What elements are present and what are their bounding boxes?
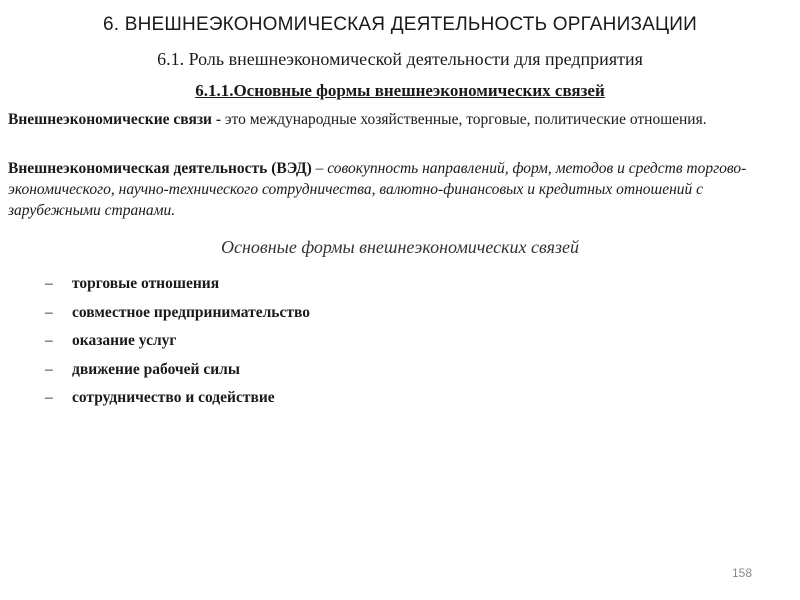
bullet-dash: – xyxy=(45,275,53,293)
list-item xyxy=(45,327,310,356)
list-item xyxy=(45,299,310,328)
list-item-text: торговые отношения xyxy=(72,275,220,293)
list-item-text: оказание услуг xyxy=(72,332,177,350)
bullet-dash: – xyxy=(45,332,53,350)
definition-text-ved: – совокупность направлений, форм, методов и средств торгово-экономического, научно-технического сотрудничества, валютно-финансовых и кредитных отношений с зарубежными странами. xyxy=(8,160,747,219)
definition-ved xyxy=(8,158,778,221)
slide-subtitle: 6.1. Роль внешнеэкономической деятельности для предприятия xyxy=(157,49,643,69)
term-external-relations: Внешнеэкономические связи - xyxy=(8,111,225,128)
section-heading xyxy=(0,81,800,101)
list-item-text: совместное предпринимательство xyxy=(72,303,311,321)
bullet-dash: – xyxy=(45,360,53,378)
term-ved: Внешнеэкономическая деятельность (ВЭД) xyxy=(8,160,312,177)
slide-title: 6. ВНЕШНЕЭКОНОМИЧЕСКАЯ ДЕЯТЕЛЬНОСТЬ ОРГАНИЗАЦИИ xyxy=(103,14,697,35)
list-item xyxy=(45,270,310,299)
list-item xyxy=(45,356,310,385)
bullet-dash: – xyxy=(45,303,53,321)
bullet-dash: – xyxy=(45,389,53,407)
list-item-text: сотрудничество и содействие xyxy=(72,389,275,407)
list-item-text: движение рабочей силы xyxy=(72,360,240,378)
page-number: 158 xyxy=(731,566,752,580)
definition-external-relations xyxy=(8,109,778,130)
forms-list xyxy=(45,270,310,413)
forms-heading: Основные формы внешнеэкономических связей xyxy=(221,237,579,257)
list-item xyxy=(45,384,310,413)
definition-text-external-relations: это международные хозяйственные, торговые, политические отношения. xyxy=(224,111,707,128)
section-heading-text: 6.1.1.Основные формы внешнеэкономических связей xyxy=(195,81,605,100)
